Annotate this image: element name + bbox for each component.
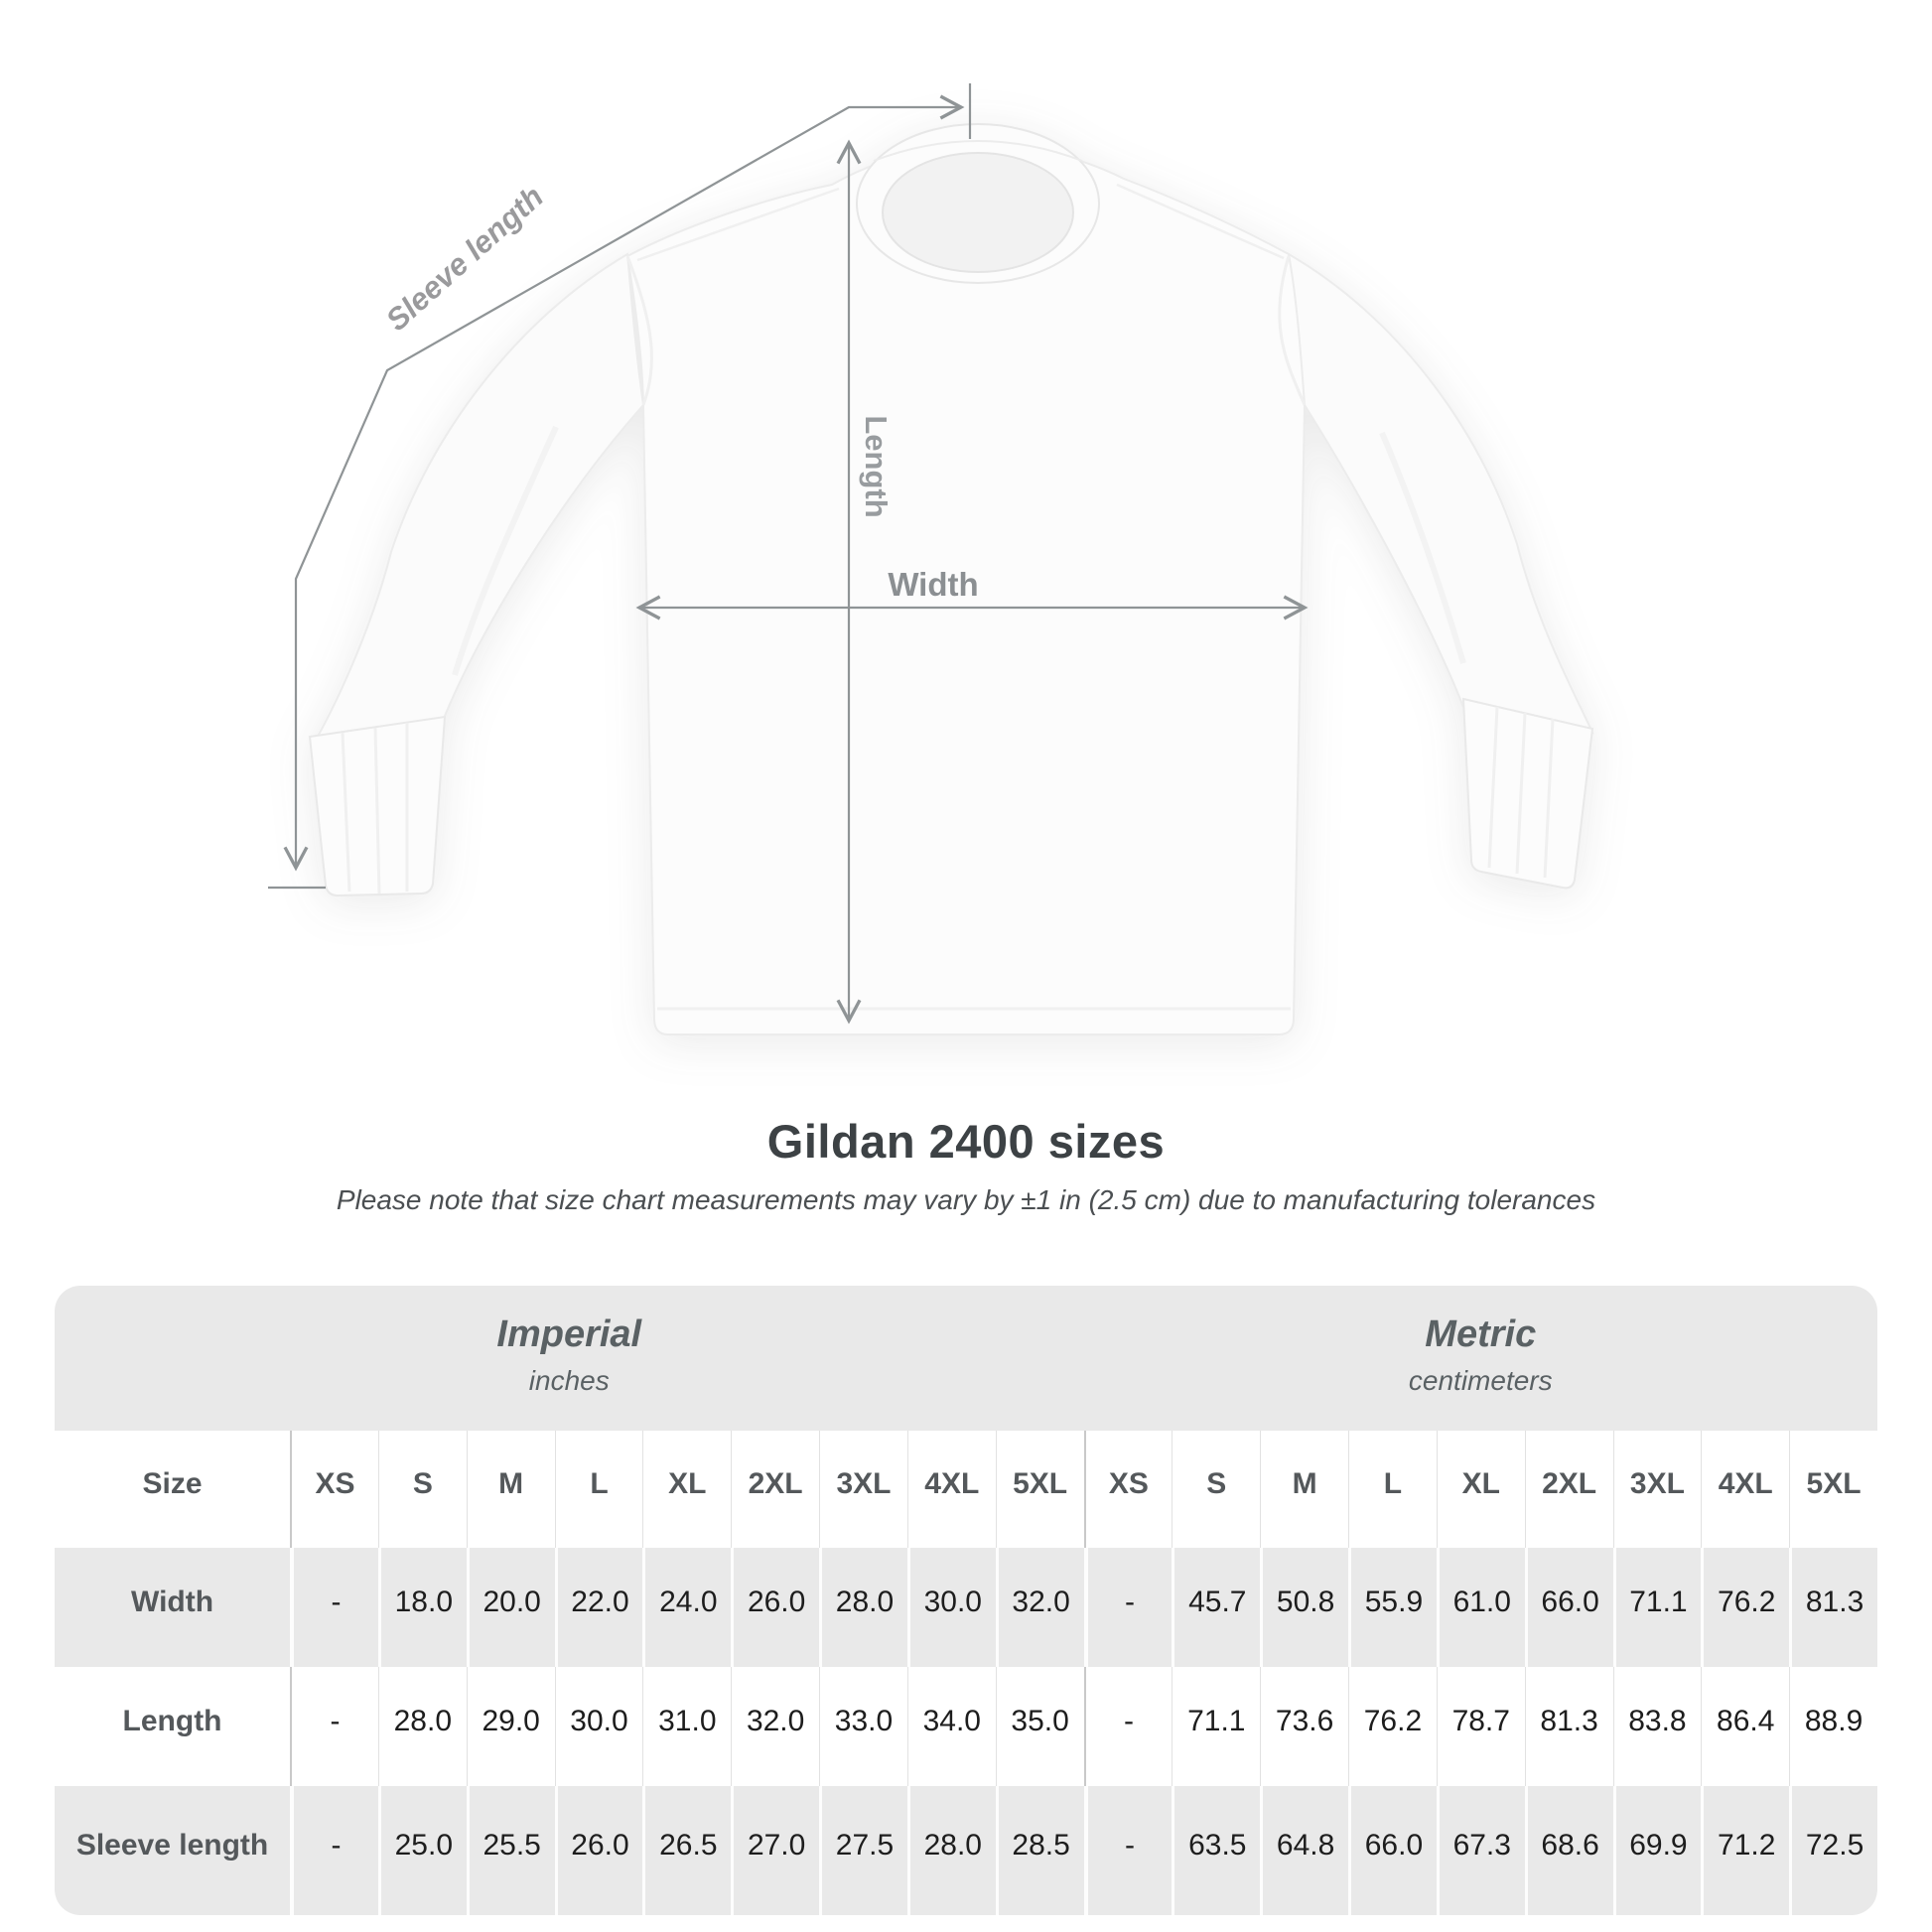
imperial-size-header-5xl: 5XL xyxy=(996,1431,1084,1548)
imperial-value: 28.0 xyxy=(907,1786,996,1915)
imperial-value: 32.0 xyxy=(731,1667,819,1786)
imperial-group-header xyxy=(55,1286,1084,1431)
metric-value: 86.4 xyxy=(1701,1667,1789,1786)
imperial-value: 32.0 xyxy=(996,1548,1084,1667)
metric-size-header-2xl: 2XL xyxy=(1525,1431,1613,1548)
table-row-sleeve-length xyxy=(55,1786,1877,1915)
metric-size-header-s: S xyxy=(1172,1431,1260,1548)
metric-value: 72.5 xyxy=(1789,1786,1877,1915)
imperial-value: 34.0 xyxy=(907,1667,996,1786)
metric-value: 61.0 xyxy=(1437,1548,1525,1667)
metric-value: 71.1 xyxy=(1172,1667,1260,1786)
metric-value: 67.3 xyxy=(1437,1786,1525,1915)
size-header-row xyxy=(55,1431,1877,1548)
imperial-value: 26.5 xyxy=(642,1786,731,1915)
size-column-header: Size xyxy=(142,1467,203,1500)
table-row-length xyxy=(55,1667,1877,1786)
metric-value: 50.8 xyxy=(1260,1548,1348,1667)
metric-value: 69.9 xyxy=(1613,1786,1702,1915)
size-table-rows xyxy=(55,1548,1877,1915)
metric-group-header xyxy=(1084,1286,1877,1431)
metric-group-title: Metric xyxy=(1425,1313,1537,1355)
table-row-width xyxy=(55,1548,1877,1667)
metric-value: 81.3 xyxy=(1789,1548,1877,1667)
metric-size-header-3xl: 3XL xyxy=(1613,1431,1702,1548)
imperial-size-header-xl: XL xyxy=(642,1431,731,1548)
imperial-size-header-2xl: 2XL xyxy=(731,1431,819,1548)
metric-group-unit: centimeters xyxy=(1408,1365,1553,1396)
metric-value: 88.9 xyxy=(1789,1667,1877,1786)
imperial-value: 18.0 xyxy=(378,1548,467,1667)
imperial-value: 27.0 xyxy=(731,1786,819,1915)
imperial-value: 25.5 xyxy=(467,1786,555,1915)
metric-size-header-xs: XS xyxy=(1084,1431,1173,1548)
size-table xyxy=(55,1286,1877,1915)
imperial-value: 22.0 xyxy=(555,1548,643,1667)
metric-value: 68.6 xyxy=(1525,1786,1613,1915)
metric-value: 64.8 xyxy=(1260,1786,1348,1915)
metric-value: 71.1 xyxy=(1613,1548,1702,1667)
unit-group-row xyxy=(55,1286,1877,1431)
imperial-value: 33.0 xyxy=(819,1667,907,1786)
metric-value: 66.0 xyxy=(1525,1548,1613,1667)
imperial-value: 25.0 xyxy=(378,1786,467,1915)
metric-value: 71.2 xyxy=(1701,1786,1789,1915)
metric-value: 83.8 xyxy=(1613,1667,1702,1786)
imperial-value: 28.0 xyxy=(378,1667,467,1786)
imperial-size-header-l: L xyxy=(555,1431,643,1548)
imperial-size-header-3xl: 3XL xyxy=(819,1431,907,1548)
sleeve-length-label: Sleeve length xyxy=(379,179,550,339)
imperial-size-header-m: M xyxy=(467,1431,555,1548)
imperial-value: - xyxy=(290,1548,378,1667)
imperial-value: 28.0 xyxy=(819,1548,907,1667)
metric-value: 66.0 xyxy=(1348,1786,1437,1915)
metric-value: 73.6 xyxy=(1260,1667,1348,1786)
imperial-value: 30.0 xyxy=(555,1667,643,1786)
imperial-value: 24.0 xyxy=(642,1548,731,1667)
imperial-value: 28.5 xyxy=(996,1786,1084,1915)
imperial-value: 29.0 xyxy=(467,1667,555,1786)
metric-size-header-4xl: 4XL xyxy=(1701,1431,1789,1548)
metric-value: - xyxy=(1084,1786,1173,1915)
row-label-width: Width xyxy=(131,1586,214,1618)
metric-value: - xyxy=(1084,1667,1173,1786)
metric-size-header-xl: XL xyxy=(1437,1431,1525,1548)
imperial-value: - xyxy=(290,1786,378,1915)
tolerance-note: Please note that size chart measurements may vary by ±1 in (2.5 cm) due to manufacturing tolerances xyxy=(336,1184,1596,1215)
page-title: Gildan 2400 sizes xyxy=(766,1115,1166,1168)
metric-size-header-5xl: 5XL xyxy=(1789,1431,1877,1548)
imperial-value: 26.0 xyxy=(555,1786,643,1915)
metric-value: 45.7 xyxy=(1172,1548,1260,1667)
imperial-group-unit: inches xyxy=(528,1365,610,1396)
row-label-sleeve-length: Sleeve length xyxy=(75,1829,269,1862)
imperial-value: 20.0 xyxy=(467,1548,555,1667)
metric-value: 81.3 xyxy=(1525,1667,1613,1786)
imperial-value: 26.0 xyxy=(731,1548,819,1667)
imperial-value: 35.0 xyxy=(996,1667,1084,1786)
metric-value: 63.5 xyxy=(1172,1786,1260,1915)
metric-size-header-l: L xyxy=(1348,1431,1437,1548)
imperial-group-title: Imperial xyxy=(496,1313,642,1355)
caption-block xyxy=(0,1114,1932,1216)
metric-value: 78.7 xyxy=(1437,1667,1525,1786)
row-label-length: Length xyxy=(122,1705,222,1737)
metric-value: - xyxy=(1084,1548,1173,1667)
imperial-size-header-s: S xyxy=(378,1431,467,1548)
imperial-size-header-xs: XS xyxy=(290,1431,378,1548)
length-label: Length xyxy=(859,415,894,518)
metric-value: 76.2 xyxy=(1348,1667,1437,1786)
imperial-value: 30.0 xyxy=(907,1548,996,1667)
imperial-value: 27.5 xyxy=(819,1786,907,1915)
imperial-value: 31.0 xyxy=(642,1667,731,1786)
metric-value: 76.2 xyxy=(1701,1548,1789,1667)
imperial-value: - xyxy=(290,1667,378,1786)
metric-value: 55.9 xyxy=(1348,1548,1437,1667)
width-label: Width xyxy=(888,566,979,603)
metric-size-header-m: M xyxy=(1260,1431,1348,1548)
imperial-size-header-4xl: 4XL xyxy=(907,1431,996,1548)
